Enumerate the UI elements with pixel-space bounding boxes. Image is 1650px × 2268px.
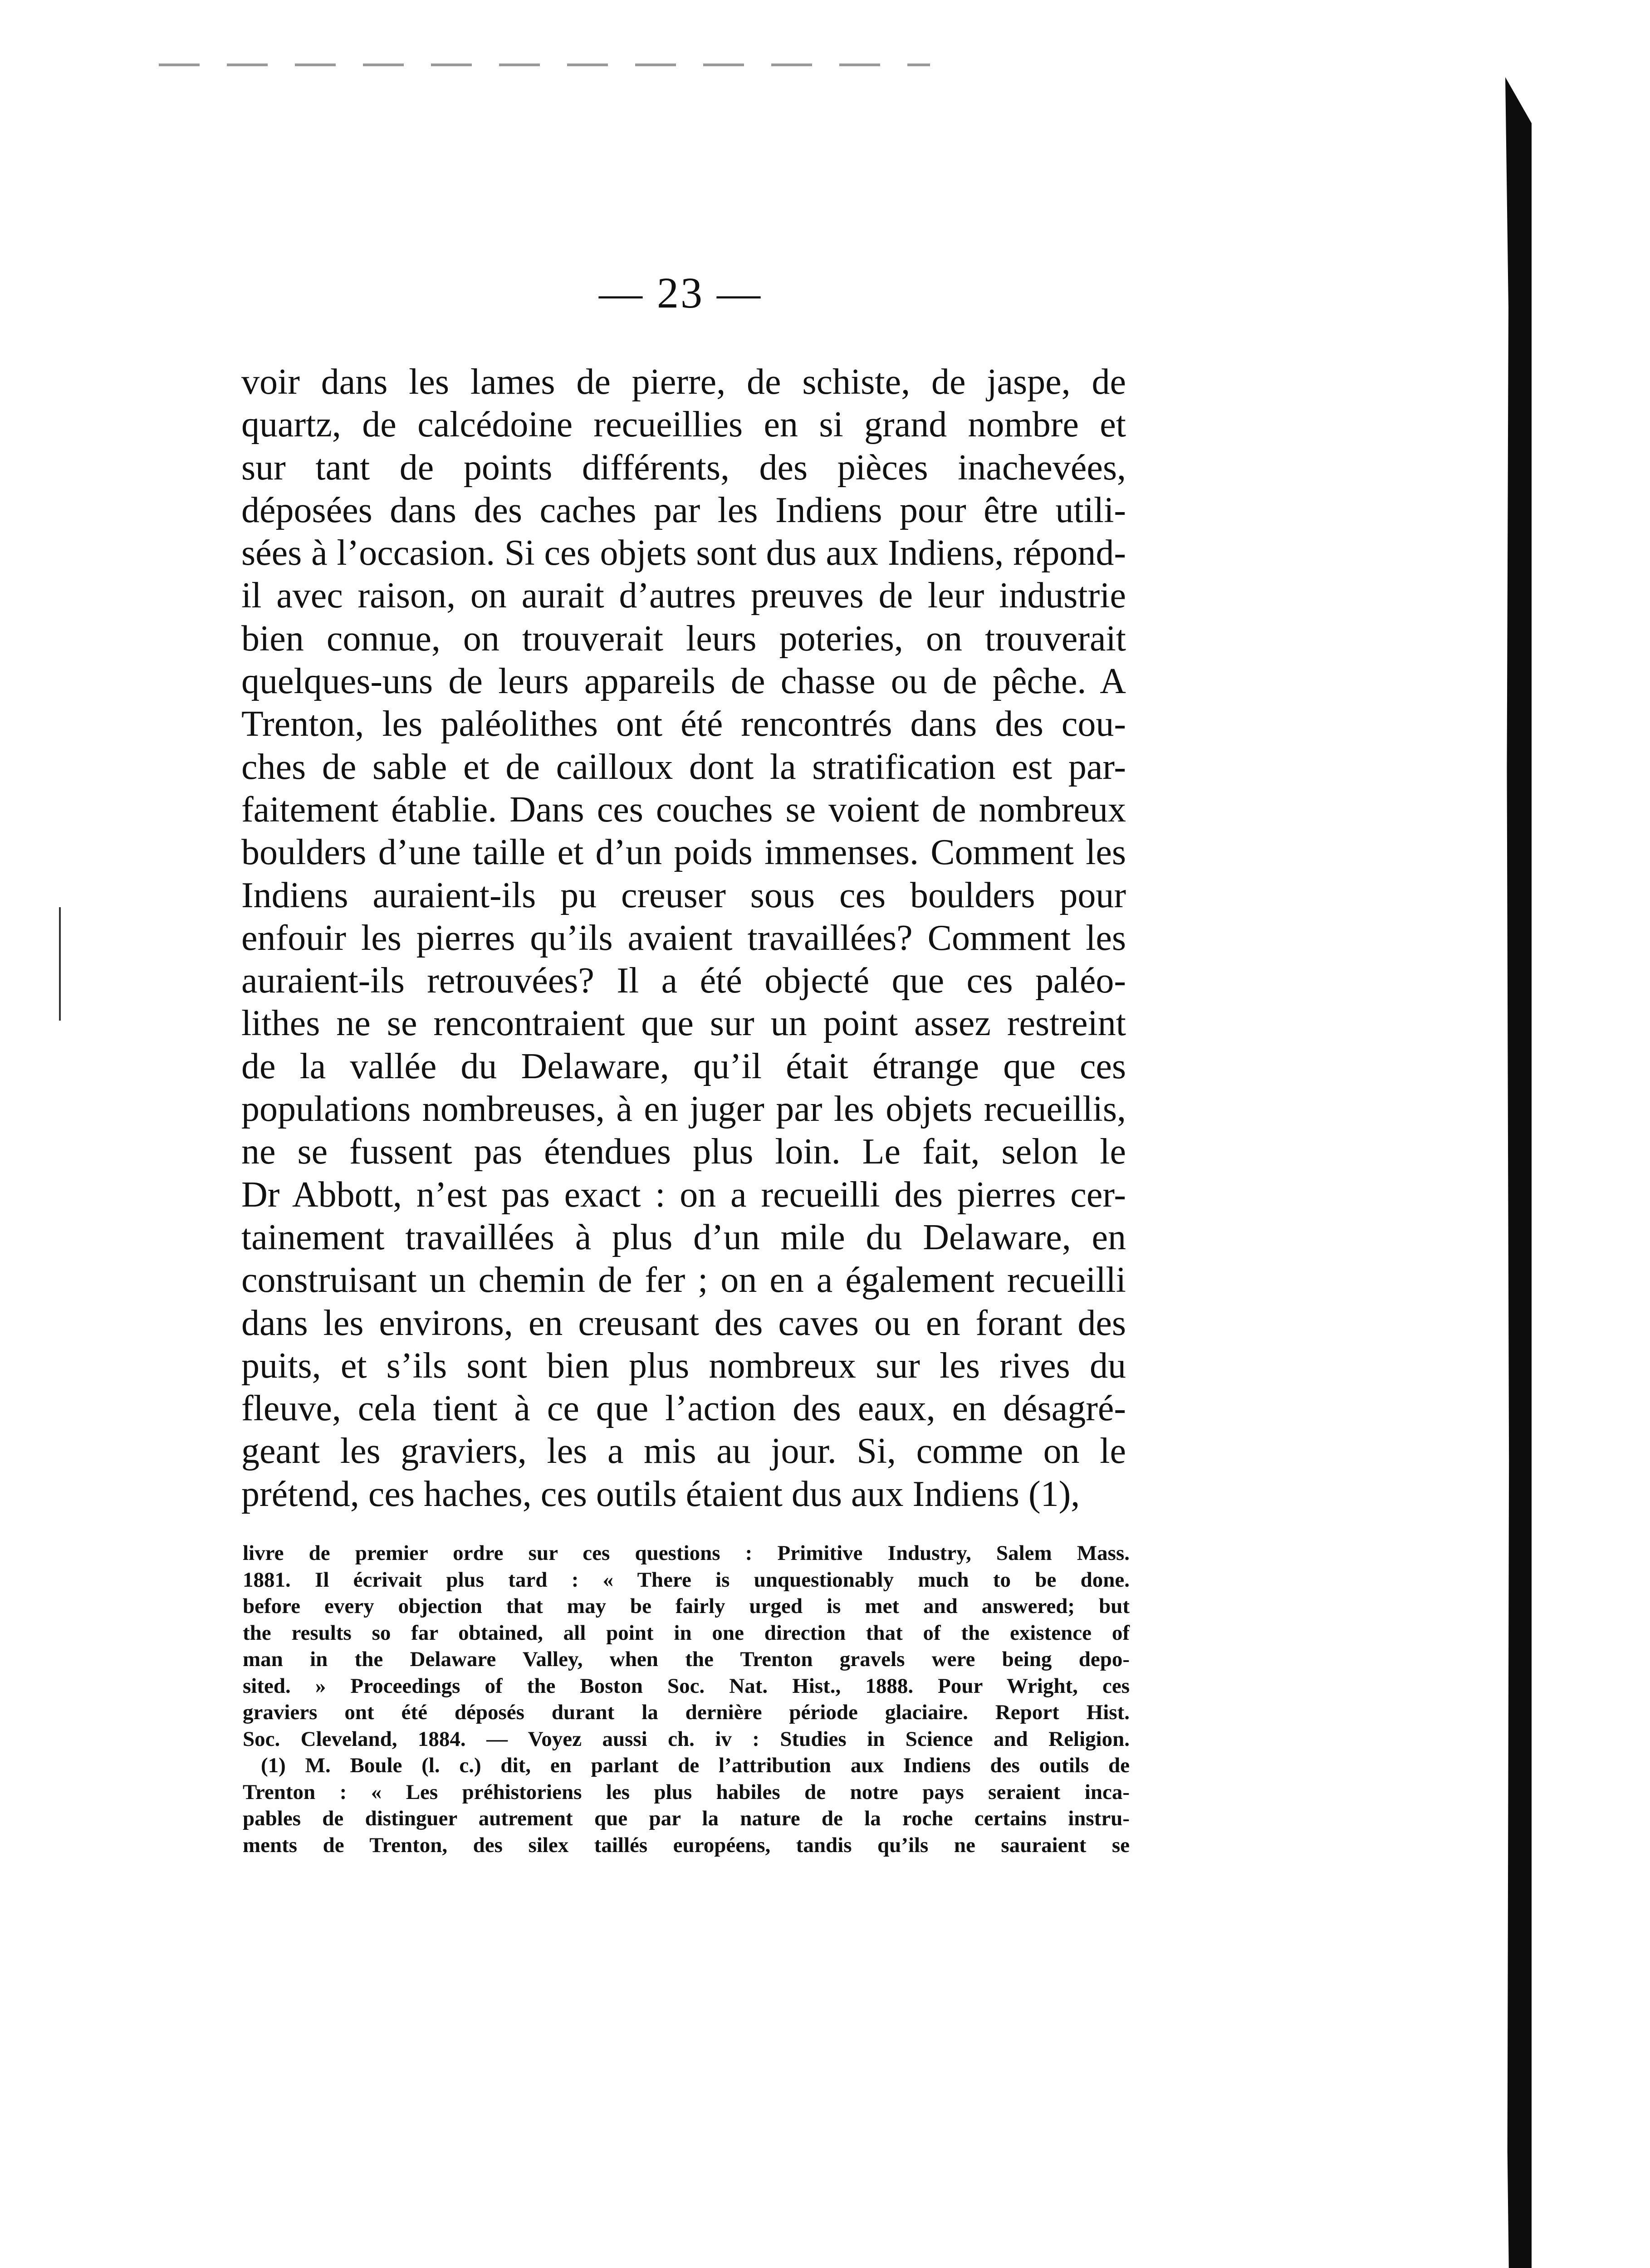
body-line: de la vallée du Delaware, qu’il était étrange que ces [241,1046,1126,1086]
footnote-line: Soc. Cleveland, 1884. — Voyez aussi ch. iv : Studies in Science and Religion. [243,1727,1130,1751]
scan-artifact-margin-mark [59,907,61,1021]
body-line: il avec raison, on aurait d’autres preuves de leur industrie [241,576,1126,616]
footnote-line: Trenton : « Les préhistoriens les plus habiles de notre pays seraient inca- [243,1780,1130,1804]
body-line: sées à l’occasion. Si ces objets sont dus aux Indiens, répond- [241,533,1126,573]
body-line: quelques-uns de leurs appareils de chasse ou de pêche. A [241,661,1126,702]
body-line: dans les environs, en creusant des caves ou en forant des [241,1303,1126,1343]
footnote-line: (1) M. Boule (l. c.) dit, en parlant de l’attribution aux Indiens des outils de [261,1754,1130,1777]
page-number: — 23 — [599,269,762,317]
body-line: puits, et s’ils sont bien plus nombreux sur les rives du [241,1345,1126,1386]
body-line: fleuve, cela tient à ce que l’action des eaux, en désagré- [241,1388,1126,1429]
body-line: ches de sable et de cailloux dont la stratification est par- [241,747,1126,787]
body-line: construisant un chemin de fer ; on en a également recueilli [241,1260,1126,1300]
body-line: sur tant de points différents, des pièces inachevées, [241,447,1126,488]
scan-artifact-dashes [159,64,930,66]
footnote-line: ments de Trenton, des silex taillés européens, tandis qu’ils ne sauraient se [243,1833,1130,1857]
body-line: enfouir les pierres qu’ils avaient travaillées? Comment les [241,918,1126,958]
footnote-line: livre de premier ordre sur ces questions : Primitive Industry, Salem Mass. [243,1541,1130,1565]
body-line: déposées dans des caches par les Indiens pour être utili- [241,490,1126,530]
body-line: voir dans les lames de pierre, de schiste, de jaspe, de [241,362,1126,402]
body-line: bien connue, on trouverait leurs poteries, on trouverait [241,618,1126,659]
footnote-line: man in the Delaware Valley, when the Trenton gravels were being depo- [243,1647,1130,1671]
footnotes [243,1540,1130,1858]
body-line: boulders d’une taille et d’un poids immenses. Comment les [241,832,1126,873]
page-edge-shadow [1505,77,1532,2268]
body-line: geant les graviers, les a mis au jour. Si, comme on le [241,1431,1126,1471]
body-line: ne se fussent pas étendues plus loin. Le fait, selon le [241,1132,1126,1172]
body-line: Indiens auraient-ils pu creuser sous ces boulders pour [241,875,1126,915]
footnote-line: sited. » Proceedings of the Boston Soc. Nat. Hist., 1888. Pour Wright, ces [243,1674,1130,1698]
body-line: prétend, ces haches, ces outils étaient dus aux Indiens (1), [241,1474,1080,1514]
body-line: quartz, de calcédoine recueillies en si grand nombre et [241,405,1126,445]
body-line: Dr Abbott, n’est pas exact : on a recueilli des pierres cer- [241,1174,1126,1215]
footnote-line: graviers ont été déposés durant la dernière période glaciaire. Report Hist. [243,1701,1130,1724]
body-line: auraient-ils retrouvées? Il a été objecté que ces paléo- [241,961,1126,1001]
footnote-line: before every objection that may be fairly urged is met and answered; but [243,1594,1130,1618]
body-text [241,361,1126,1515]
body-line: lithes ne se rencontraient que sur un point assez restreint [241,1003,1126,1044]
footnote-line: pables de distinguer autrement que par la nature de la roche certains instru- [243,1807,1130,1830]
footnote-line: 1881. Il écrivait plus tard : « There is unquestionably much to be done. [243,1568,1130,1592]
body-line: faitement établie. Dans ces couches se voient de nombreux [241,789,1126,830]
body-line: populations nombreuses, à en juger par les objets recueillis, [241,1089,1126,1129]
footnote-line: the results so far obtained, all point in one direction that of the existence of [243,1621,1130,1645]
body-line: tainement travaillées à plus d’un mile du Delaware, en [241,1217,1126,1257]
body-line: Trenton, les paléolithes ont été rencontrés dans des cou- [241,704,1126,744]
